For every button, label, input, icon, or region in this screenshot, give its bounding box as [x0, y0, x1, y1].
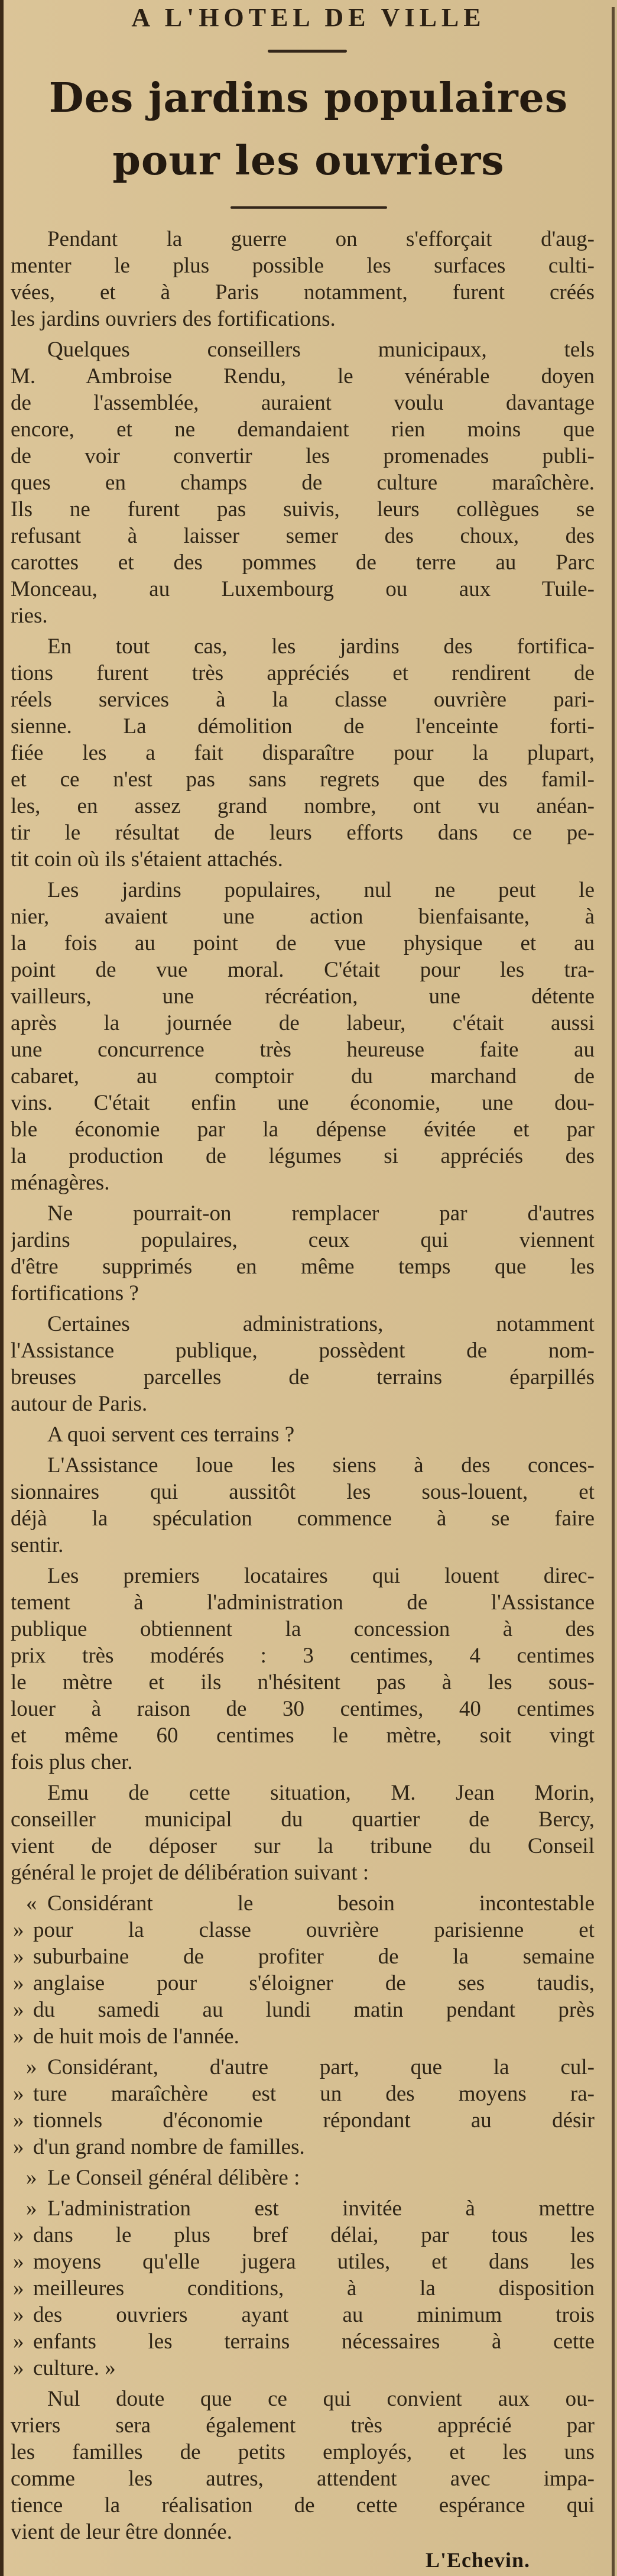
line-text: Ils ne furent pas suivis, leurs collègues se	[11, 497, 595, 521]
text-line	[11, 713, 595, 740]
quoted-paragraph	[11, 1890, 595, 2050]
line-text: pour la classe ouvrière parisienne et	[33, 1918, 595, 1942]
quote-mark: »	[26, 2196, 37, 2221]
quoted-paragraph	[11, 2054, 595, 2160]
line-text: refusant à laisser semer des choux, des	[11, 524, 595, 548]
line-text: les, en assez grand nombre, ont vu anéan-	[11, 794, 595, 818]
line-text: une concurrence très heureuse faite au	[11, 1038, 595, 1062]
line-text: culture. »	[33, 2356, 116, 2380]
text-line	[11, 1169, 595, 1196]
text-line	[11, 2275, 595, 2302]
text-line	[11, 252, 595, 279]
line-text: nier, avaient une action bienfaisante, à	[11, 905, 595, 929]
line-text: prix très modérés : 3 centimes, 4 centimes	[11, 1644, 595, 1668]
quote-mark: »	[13, 2356, 24, 2380]
headline-line-1: Des jardins populaires	[48, 74, 569, 122]
text-line	[11, 1227, 595, 1253]
text-line	[11, 686, 595, 713]
text-line	[11, 1642, 595, 1669]
line-text: point de vue moral. C'était pour les tra-	[11, 958, 595, 982]
column-border-right	[612, 7, 615, 2576]
quote-mark: »	[13, 2223, 24, 2247]
paragraph	[11, 1311, 595, 1417]
text-line	[11, 549, 595, 576]
text-line	[11, 336, 595, 363]
line-text: général le projet de délibération suivant :	[11, 1861, 369, 1885]
line-text: publique obtiennent la concession à des	[11, 1617, 595, 1641]
text-line	[11, 1200, 595, 1227]
quote-mark: »	[13, 2250, 24, 2274]
text-line	[11, 1722, 595, 1749]
paragraph	[11, 633, 595, 873]
line-text: tionnels d'économie répondant au désir	[33, 2108, 595, 2133]
line-text: moyens qu'elle jugera utiles, et dans les	[33, 2250, 595, 2274]
text-line	[11, 1505, 595, 1532]
line-text: de voir convertir les promenades publi-	[11, 444, 595, 468]
text-line	[11, 819, 595, 846]
quote-mark: »	[13, 1918, 24, 1942]
text-line	[11, 2107, 595, 2134]
line-text: cabaret, au comptoir du marchand de	[11, 1064, 595, 1088]
text-line	[11, 1563, 595, 1589]
text-line	[11, 1253, 595, 1280]
text-line	[11, 1479, 595, 1505]
text-line	[11, 2248, 595, 2275]
text-line	[11, 2054, 595, 2081]
text-line	[11, 957, 595, 983]
quote-mark: »	[13, 2329, 24, 2354]
line-text: d'un grand nombre de familles.	[33, 2135, 305, 2159]
text-line	[11, 660, 595, 686]
text-line	[11, 1143, 595, 1169]
line-text: Quelques conseillers municipaux, tels	[47, 338, 595, 362]
text-line	[11, 1970, 595, 1997]
text-line	[11, 1917, 595, 1943]
text-line	[11, 306, 595, 332]
text-line	[11, 1997, 595, 2023]
article-signature: L'Echevin.	[426, 2548, 531, 2572]
text-line	[11, 2465, 595, 2492]
text-line	[11, 846, 595, 873]
paragraph	[11, 1421, 595, 1448]
line-text: suburbaine de profiter de la semaine	[33, 1945, 595, 1969]
line-text: Monceau, au Luxembourg ou aux Tuile-	[11, 577, 595, 601]
line-text: carottes et des pommes de terre au Parc	[11, 550, 595, 575]
quoted-paragraph	[11, 2165, 595, 2191]
paragraph	[11, 1563, 595, 1775]
line-text: ménagères.	[11, 1171, 110, 1195]
quote-mark: «	[26, 1891, 37, 1916]
text-line	[11, 443, 595, 469]
line-text: ries.	[11, 604, 48, 628]
line-text: Ne pourrait-on remplacer par d'autres	[47, 1201, 595, 1226]
quote-mark: »	[13, 2303, 24, 2327]
text-line	[11, 1780, 595, 1806]
line-text: M. Ambroise Rendu, le vénérable doyen	[11, 364, 595, 388]
line-text: déjà la spéculation commence à se faire	[11, 1506, 595, 1531]
text-line	[11, 1391, 595, 1417]
text-line	[11, 1311, 595, 1337]
line-text: fiée les a fait disparaître pour la plupart,	[11, 741, 595, 765]
line-text: les familles de petits employés, et les uns	[11, 2440, 595, 2464]
text-line	[11, 226, 595, 252]
text-line	[11, 2302, 595, 2328]
line-text: autour de Paris.	[11, 1392, 148, 1416]
text-line	[11, 2165, 595, 2191]
line-text: après la journée de labeur, c'était aussi	[11, 1011, 595, 1035]
line-text: enfants les terrains nécessaires à cette	[33, 2329, 595, 2354]
line-text: Emu de cette situation, M. Jean Morin,	[47, 1781, 595, 1805]
line-text: dans le plus bref délai, par tous les	[33, 2223, 595, 2247]
quote-mark: »	[26, 2055, 37, 2079]
line-text: jardins populaires, ceux qui viennent	[11, 1228, 595, 1252]
text-line	[11, 2412, 595, 2439]
line-text: tions furent très appréciés et rendirent de	[11, 661, 595, 685]
text-line	[11, 2519, 595, 2545]
line-text: tit coin où ils s'étaient attachés.	[11, 847, 283, 871]
line-text: vient de déposer sur la tribune du Conseil	[11, 1834, 595, 1858]
line-text: conseiller municipal du quartier de Bercy,	[11, 1807, 595, 1832]
text-line	[11, 1421, 595, 1448]
text-line	[11, 1890, 595, 1917]
quoted-paragraph	[11, 2195, 595, 2381]
text-line	[11, 363, 595, 390]
line-text: et ce n'est pas sans regrets que des famil-	[11, 767, 595, 792]
text-line	[11, 1063, 595, 1090]
text-line	[11, 2222, 595, 2248]
line-text: Les premiers locataires qui louent direc-	[47, 1564, 595, 1588]
paragraph	[11, 1780, 595, 1886]
line-text: vriers sera également très apprécié par	[11, 2413, 595, 2438]
quote-mark: »	[13, 1971, 24, 1995]
line-text: Pendant la guerre on s'efforçait d'aug-	[47, 227, 595, 251]
quote-mark: »	[26, 2166, 37, 2190]
quote-mark: »	[13, 2135, 24, 2159]
line-text: la fois au point de vue physique et au	[11, 931, 595, 955]
paragraph	[11, 877, 595, 1196]
text-line	[11, 1616, 595, 1642]
paragraph	[11, 1452, 595, 1558]
line-text: l'Assistance publique, possèdent de nom-	[11, 1339, 595, 1363]
line-text: la production de légumes si appréciés des	[11, 1144, 595, 1168]
line-text: comme les autres, attendent avec impa-	[11, 2467, 595, 2491]
text-line	[11, 279, 595, 306]
paragraph	[11, 1200, 595, 1307]
text-line	[11, 903, 595, 930]
line-text: Le Conseil général délibère :	[47, 2166, 300, 2190]
line-text: meilleures conditions, à la disposition	[33, 2276, 595, 2300]
line-text: tience la réalisation de cette espérance qui	[11, 2493, 595, 2517]
line-text: les jardins ouvriers des fortifications.	[11, 307, 336, 331]
line-text: de huit mois de l'année.	[33, 2024, 239, 2049]
text-line	[11, 1337, 595, 1364]
text-line	[11, 2023, 595, 2050]
text-line	[11, 496, 595, 523]
text-line	[11, 983, 595, 1010]
line-text: L'Assistance loue les siens à des conces-	[47, 1453, 595, 1477]
divider-rule	[268, 50, 347, 53]
divider-rule	[230, 206, 387, 209]
text-line	[11, 576, 595, 602]
text-line	[11, 390, 595, 416]
line-text: vins. C'était enfin une économie, une dou-	[11, 1091, 595, 1115]
text-line	[11, 793, 595, 819]
paragraph	[11, 226, 595, 332]
text-line	[11, 1090, 595, 1116]
line-text: tir le résultat de leurs efforts dans ce pe-	[11, 821, 595, 845]
text-line	[11, 1749, 595, 1775]
line-text: A quoi servent ces terrains ?	[47, 1423, 295, 1447]
line-text: encore, et ne demandaient rien moins que	[11, 417, 595, 442]
text-line	[11, 930, 595, 957]
line-text: et même 60 centimes le mètre, soit vingt	[11, 1723, 595, 1748]
quote-mark: »	[13, 2024, 24, 2049]
line-text: menter le plus possible les surfaces culti-	[11, 254, 595, 278]
line-text: Les jardins populaires, nul ne peut le	[47, 878, 595, 902]
line-text: anglaise pour s'éloigner de ses taudis,	[33, 1971, 595, 1995]
quote-mark: »	[13, 2276, 24, 2300]
text-line	[11, 1943, 595, 1970]
line-text: En tout cas, les jardins des fortifica-	[47, 634, 595, 659]
text-line	[11, 633, 595, 660]
quote-mark: »	[13, 1998, 24, 2022]
text-line	[11, 1806, 595, 1833]
headline-line-2: pour les ouvriers	[112, 137, 505, 184]
text-line	[11, 766, 595, 793]
text-line	[11, 416, 595, 443]
line-text: sienne. La démolition de l'enceinte forti-	[11, 714, 595, 738]
text-line	[11, 1116, 595, 1143]
text-line	[11, 1010, 595, 1036]
article-body	[11, 226, 595, 2549]
text-line	[11, 2439, 595, 2465]
line-text: de l'assemblée, auraient voulu davantage	[11, 391, 595, 415]
text-line	[11, 523, 595, 549]
text-line	[11, 2355, 595, 2381]
text-line	[11, 740, 595, 766]
text-line	[11, 2492, 595, 2519]
text-line	[11, 2134, 595, 2160]
line-text: breuses parcelles de terrains éparpillés	[11, 1365, 595, 1389]
text-line	[11, 1696, 595, 1722]
line-text: Certaines administrations, notamment	[47, 1312, 595, 1336]
text-line	[11, 2328, 595, 2355]
paragraph	[11, 2386, 595, 2545]
line-text: Considérant le besoin incontestable	[47, 1891, 595, 1916]
quote-mark: »	[13, 1945, 24, 1969]
line-text: Nul doute que ce qui convient aux ou-	[47, 2387, 595, 2411]
text-line	[11, 1589, 595, 1616]
section-kicker: A L'HOTEL DE VILLE	[131, 3, 486, 32]
line-text: Considérant, d'autre part, que la cul-	[47, 2055, 595, 2079]
line-text: du samedi au lundi matin pendant près	[33, 1998, 595, 2022]
text-line	[11, 1036, 595, 1063]
text-line	[11, 1859, 595, 1886]
text-line	[11, 1833, 595, 1859]
text-line	[11, 2081, 595, 2107]
line-text: L'administration est invitée à mettre	[47, 2196, 595, 2221]
text-line	[11, 1364, 595, 1391]
paragraph	[11, 336, 595, 629]
text-line	[11, 1532, 595, 1558]
line-text: vailleurs, une récréation, une détente	[11, 984, 595, 1009]
line-text: d'être supprimés en même temps que les	[11, 1255, 595, 1279]
line-text: fortifications ?	[11, 1281, 139, 1305]
line-text: ble économie par la dépense évitée et par	[11, 1117, 595, 1142]
quote-mark: »	[13, 2082, 24, 2106]
line-text: ture maraîchère est un des moyens ra-	[33, 2082, 595, 2106]
line-text: ques en champs de culture maraîchère.	[11, 471, 595, 495]
line-text: réels services à la classe ouvrière pari-	[11, 688, 595, 712]
text-line	[11, 1280, 595, 1307]
column-border-left	[0, 0, 4, 2576]
line-text: le mètre et ils n'hésitent pas à les sous-	[11, 1670, 595, 1694]
line-text: tement à l'administration de l'Assistance	[11, 1590, 595, 1615]
line-text: vées, et à Paris notamment, furent créés	[11, 280, 595, 304]
line-text: louer à raison de 30 centimes, 40 centimes	[11, 1697, 595, 1721]
line-text: sionnaires qui aussitôt les sous-louent, et	[11, 1480, 595, 1504]
line-text: des ouvriers ayant au minimum trois	[33, 2303, 595, 2327]
quote-mark: »	[13, 2108, 24, 2133]
text-line	[11, 2386, 595, 2412]
line-text: vient de leur être donnée.	[11, 2520, 232, 2544]
text-line	[11, 1452, 595, 1479]
line-text: fois plus cher.	[11, 1750, 133, 1774]
text-line	[11, 2195, 595, 2222]
line-text: sentir.	[11, 1533, 64, 1557]
text-line	[11, 602, 595, 629]
text-line	[11, 877, 595, 903]
text-line	[11, 1669, 595, 1696]
text-line	[11, 469, 595, 496]
